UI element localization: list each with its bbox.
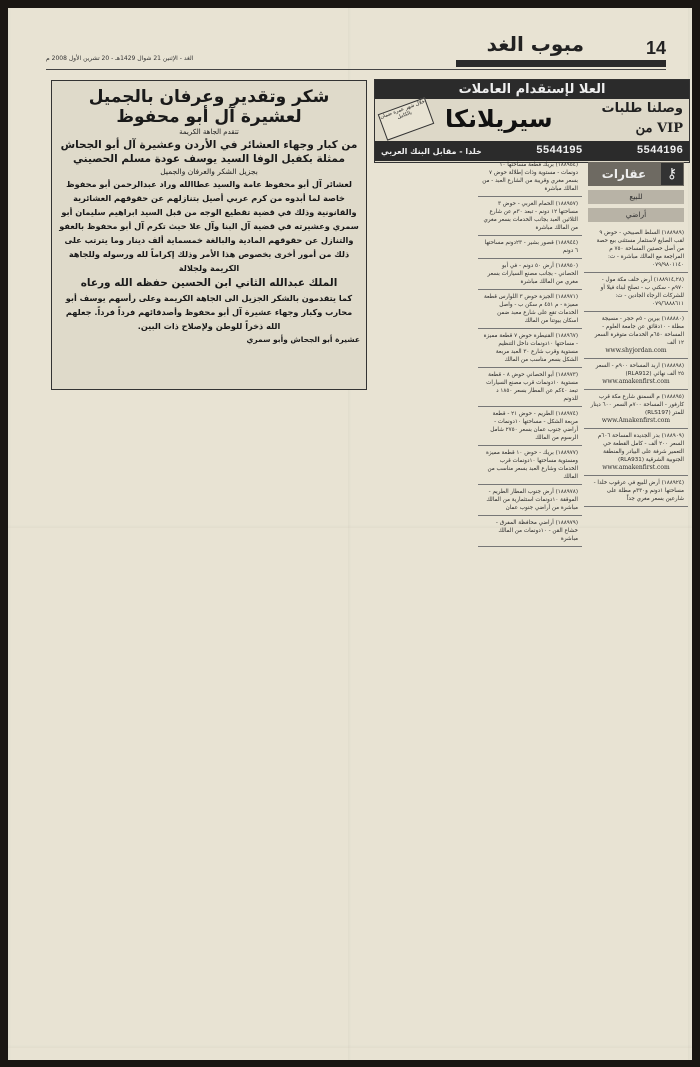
banner-address: خلدا - مقابل البنك العربي: [381, 146, 482, 156]
classified-ad: (١٨٨٩٧٩) أراضي محافظة المفرق - خشاع القن - ١٠دونمات من المالك مباشرة: [478, 516, 582, 547]
classified-ad: (١٨٨٩٨٩) السلط الصبيحي - حوض ٩ لقب الصايغ لاستثمار مستثنى بيع حصة من أصل حصتين المساحة ٧٥٠ م المراجعة مع المالك مباشرة - ت: ٠٧٩/٩٨٠١١٤٠: [584, 226, 688, 273]
thanks-headline-2: لعشيرة آل أبو محفوظ: [116, 107, 302, 127]
thanks-notice: [51, 80, 367, 390]
banner-brand: سيريلانكا: [445, 105, 553, 133]
classified-ad: (١٨٨٨٩٥) م السمنق شارع مكة قرب كارفور - المساحة ٧٠٠م السعر ٦٠٠ دينار للمتر (RLS197) www.Amakenfirst.com: [584, 390, 688, 429]
website-link: www.Amakenfirst.com: [601, 417, 671, 424]
banner-line2: VIP من: [635, 121, 683, 136]
banner-agency-name: العلا لإستقدام العاملات: [375, 80, 689, 99]
dateline: الغد - الإثنين 21 شوال 1429هـ - 20 تشرين الأول 2008 م: [46, 55, 194, 62]
section-land: أراضي: [588, 208, 684, 222]
classified-ad: (١٨٨٩٠٩) بدر الجديدة المساحة ٦٠٦م السعر ٢٠٠ ألف - كامل القطعة حي التعمير شرفة على البيادر والمنطقة الجنوبية الشرقية (RLA931) www.amakenfirst.com: [584, 429, 688, 476]
thanks-line-2: ممثلة بكفيل الوفا السيد يوسف عودة مسلم الحصيني: [73, 153, 345, 165]
thanks-line-1: من كبار وجهاء العشائر في الأردن وعشيرة آل أبو الجحاش: [60, 139, 358, 151]
banner-line1: وصلنا طلبات: [601, 101, 683, 116]
classified-ad: (١٨٨٩٧٧) بريك - حوض ١٠ قطعة مميزة ومستوية مساحتها ١٠دونمات قرب الخدمات وشارع العبد بسعر مناسب من المالك: [478, 446, 582, 485]
section-for-sale: للبيع: [588, 190, 684, 204]
classified-ad: (١٨٨٨٨٠) بيرين - ٥م حجر - مسيجة مطلة - ١٠دقائق عن جامعة العلوم - المساحة ٦٥٠م الخدمات متوفرة السعر ١٢ ألف www.shyjordan.com: [584, 312, 688, 359]
page-number: 14: [645, 38, 666, 58]
page-header: [46, 32, 674, 72]
thanks-line-3: بجزيل الشكر والعرفان والجميل: [160, 167, 258, 176]
classified-ad: (١٨٨٩١٤,٢٨) أرض خلف مكة مول - ٩٧٠م - سكني ب - تصلح لبناء فيلا أو للشركات الرجاء الجادين - ت: ٠٧٩/٦٨٨٨٦١١: [584, 273, 688, 312]
banner-phone-1: 5544196: [636, 145, 683, 157]
section-title: مبوب الغد: [486, 32, 584, 56]
thanks-body-2: كما يتقدمون بالشكر الجزيل الى الجاهة الكريمة وعلى رأسهم يوسف أبو محارب وكبار وجهاء عشيرة آل أبو محفوظ وأصدقائهم فرداً فرداً. جعلهم الله ذخراً للوطن ولإصلاح ذات البين.: [65, 293, 353, 331]
thanks-body: لعشائر آل أبو محفوظ عامة والسيد عطاالله وراد عبدالرحمن أبو محفوظ خاصة لما أبدوه من كرم عربي أصيل بتنازلهم عن حقوقهم العشائرية والقانونية وذلك في قضية تقطيع الوجه من قبل السيد ابراهيم سليمان أبو سمري وعشيرته في قضية آل البنا وآل علا حيث تكرم آل أبو محفوظ بالعفو والتنازل عن حقوقهم المادية والبالغة خمسماية ألف دينار وما يترتب على ذلك من أمور أخرى بخصوص هذا الأمر وذلك إكراماً لله ورسوله وللجاهة الكريمة ولجلالة: [59, 179, 359, 273]
classified-ad: (١٨٨٩٧٤) الطريم - حوض ٢١ - قطعة مربعة الشكل - مساحتها ١٠دونمات - أراضي جنوب عمان بسعر ٢٧٥٠ شامل الرسوم من المالك: [478, 407, 582, 446]
classified-ad: (١٨٨٩٧٨) أرض جنوب المطار الطريم - الموققة ١٠دونمات استثمارية من المالك مباشرة من أراضي جنوب عمان: [478, 485, 582, 516]
classified-ad: (١٨٨٩٥٧) الحمام الغربي - حوض ٣ مساحتها ١٢ دونم - تبعد ٣٠م عن شارع الثلاثين العبد بجانب الخدمات بسعر مغري من المالك مباشرة: [478, 197, 582, 236]
classified-ad: (١٨٨٩٢٤) أرض للبيع في عرقوب خلدا - مساحتها ١دونم و٣٣٠م مطلة على شارعين بسعر مغري جداً: [584, 476, 688, 507]
thanks-king-line: الملك عبدالله الثاني ابن الحسين حفظه الله ورعاه: [80, 277, 338, 289]
section-logo-real-estate: ⚷ عقارات: [588, 162, 684, 186]
thanks-signature: عشيرة أبو الجحاش وأبو سمري: [246, 335, 360, 344]
classified-ad: (١٨٨٩٧١) الجيزة حوض ٣ اللوارس قطعة مميزة - م ٤٥١ م سكن ب - واصل الخدمات تقع على شارع معبد ضمن اسكان بيوتنا من المالك: [478, 290, 582, 329]
header-rule: [46, 69, 666, 70]
website-link: www.amakenfirst.com: [602, 378, 670, 385]
classified-ad: (١٨٨٩٥٤) بريك قطعة مساحتها ١٠ دونمات - مستوية وذات إطلالة حوض ٧ بسعر مغري وقريبة من الشارع العبد - من المالك مباشرة: [478, 158, 582, 197]
thanks-headline-1: شكر وتقدير وعرفان بالجميل: [88, 87, 330, 107]
header-bar: [456, 60, 666, 67]
column-real-estate: [584, 158, 688, 507]
recruitment-banner-ad: [374, 79, 690, 163]
website-link: www.amakenfirst.com: [602, 464, 670, 471]
thanks-subheading: تتقدم الجاهة الكريمة: [179, 128, 239, 136]
classified-ad: (١٨٨٨٩٨) اربد المساحة ٩٠٠م - السعر ٢٥ ألف نهائي (RLA912) www.amakenfirst.com: [584, 359, 688, 390]
classified-ad: (١٨٨٩٥٠) أرض ٥٠ دونم - في أبو الحصاني - بجانب مصنع السيارات بسعر مغري من المالك مباشرة: [478, 259, 582, 290]
banner-phone-2: 5544195: [536, 145, 583, 157]
classified-ad: (١٨٨٩٤٤) قصور بشير - ٢٣دونم مساحتها ٦ دونم: [478, 236, 582, 259]
classified-ad: (١٨٨٩٦٧) القنيطرة حوض ٧ قطعة مميزة - مساحتها ١٠دونمات داخل التنظيم مستوية وقرب شارع ٣٠ العبد مربعة الشكل بسعر مناسب من المالك: [478, 329, 582, 368]
column-land-listings: [478, 158, 582, 547]
banner-stamp: خلال شهر عمرة ضمان بالكامل: [378, 97, 435, 140]
newspaper-page: [8, 8, 692, 1060]
website-link: www.shyjordan.com: [605, 347, 667, 354]
classified-ad: (١٨٨٩٧٣) أبو الحصاني حوض ٨ - قطعة مستوية ١٠دونمات قرب مصنع السيارات تبعد ٤٠كم عن المطار بسعر ١٨٥٠ د للدونم: [478, 368, 582, 407]
key-icon: ⚷: [661, 163, 683, 185]
